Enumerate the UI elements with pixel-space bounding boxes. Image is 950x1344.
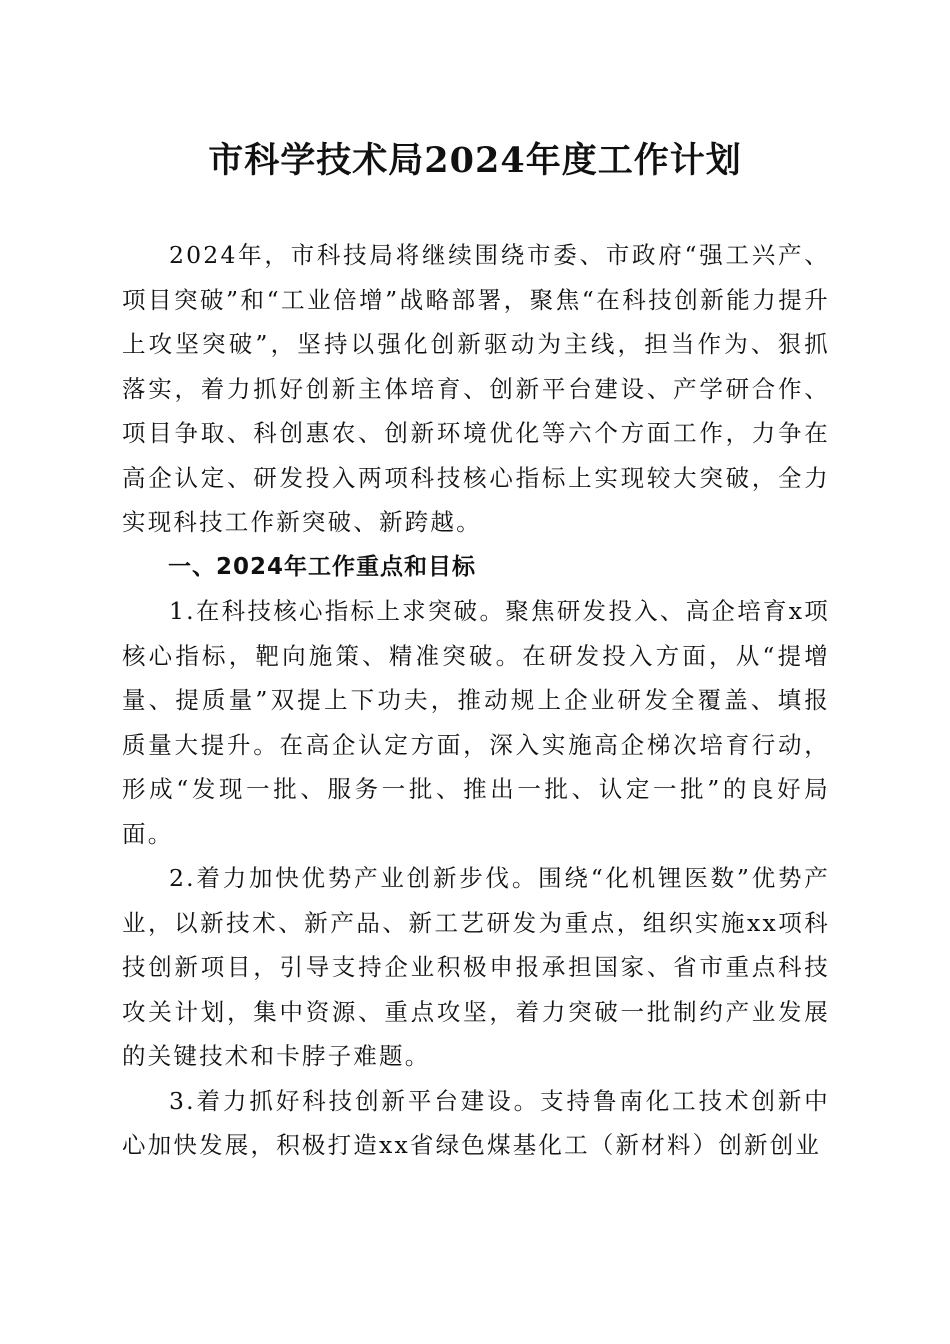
item-paragraph-1: 1.在科技核心指标上求突破。聚焦研发投入、高企培育x项核心指标，靶向施策、精准突破。在研发投入方面，从“提增量、提质量”双提上下功夫，推动规上企业研发全覆盖、填报质量大提升。在高企认定方面，深入实施高企梯次培育行动，形成“发现一批、服务一批、推出一批、认定一批”的良好局面。 <box>122 597 830 848</box>
document-title: 市科学技术局2024年度工作计划 <box>208 140 742 181</box>
item-paragraph-3: 3.着力抓好科技创新平台建设。支持鲁南化工技术创新中心加快发展，积极打造xx省绿色煤基化工（新材料）创新创业 <box>122 1086 830 1159</box>
item-paragraph-2: 2.着力加快优势产业创新步伐。围绕“化机锂医数”优势产业，以新技术、新产品、新工艺研发为重点，组织实施xx项科技创新项目，引导支持企业积极申报承担国家、省市重点科技攻关计划，集中资源、重点攻坚，着力突破一批制约产业发展的关键技术和卡脖子难题。 <box>122 864 830 1070</box>
intro-paragraph: 2024年，市科技局将继续围绕市委、市政府“强工兴产、项目突破”和“工业倍增”战略部署，聚焦“在科技创新能力提升上攻坚突破”，坚持以强化创新驱动为主线，担当作为、狠抓落实，着力抓好创新主体培育、创新平台建设、产学研合作、项目争取、科创惠农、创新环境优化等六个方面工作，力争在高企认定、研发投入两项科技核心指标上实现较大突破，全力实现科技工作新突破、新跨越。 <box>122 241 830 536</box>
document-body <box>122 233 830 1168</box>
section-heading-1: 一、2024年工作重点和目标 <box>168 553 477 580</box>
